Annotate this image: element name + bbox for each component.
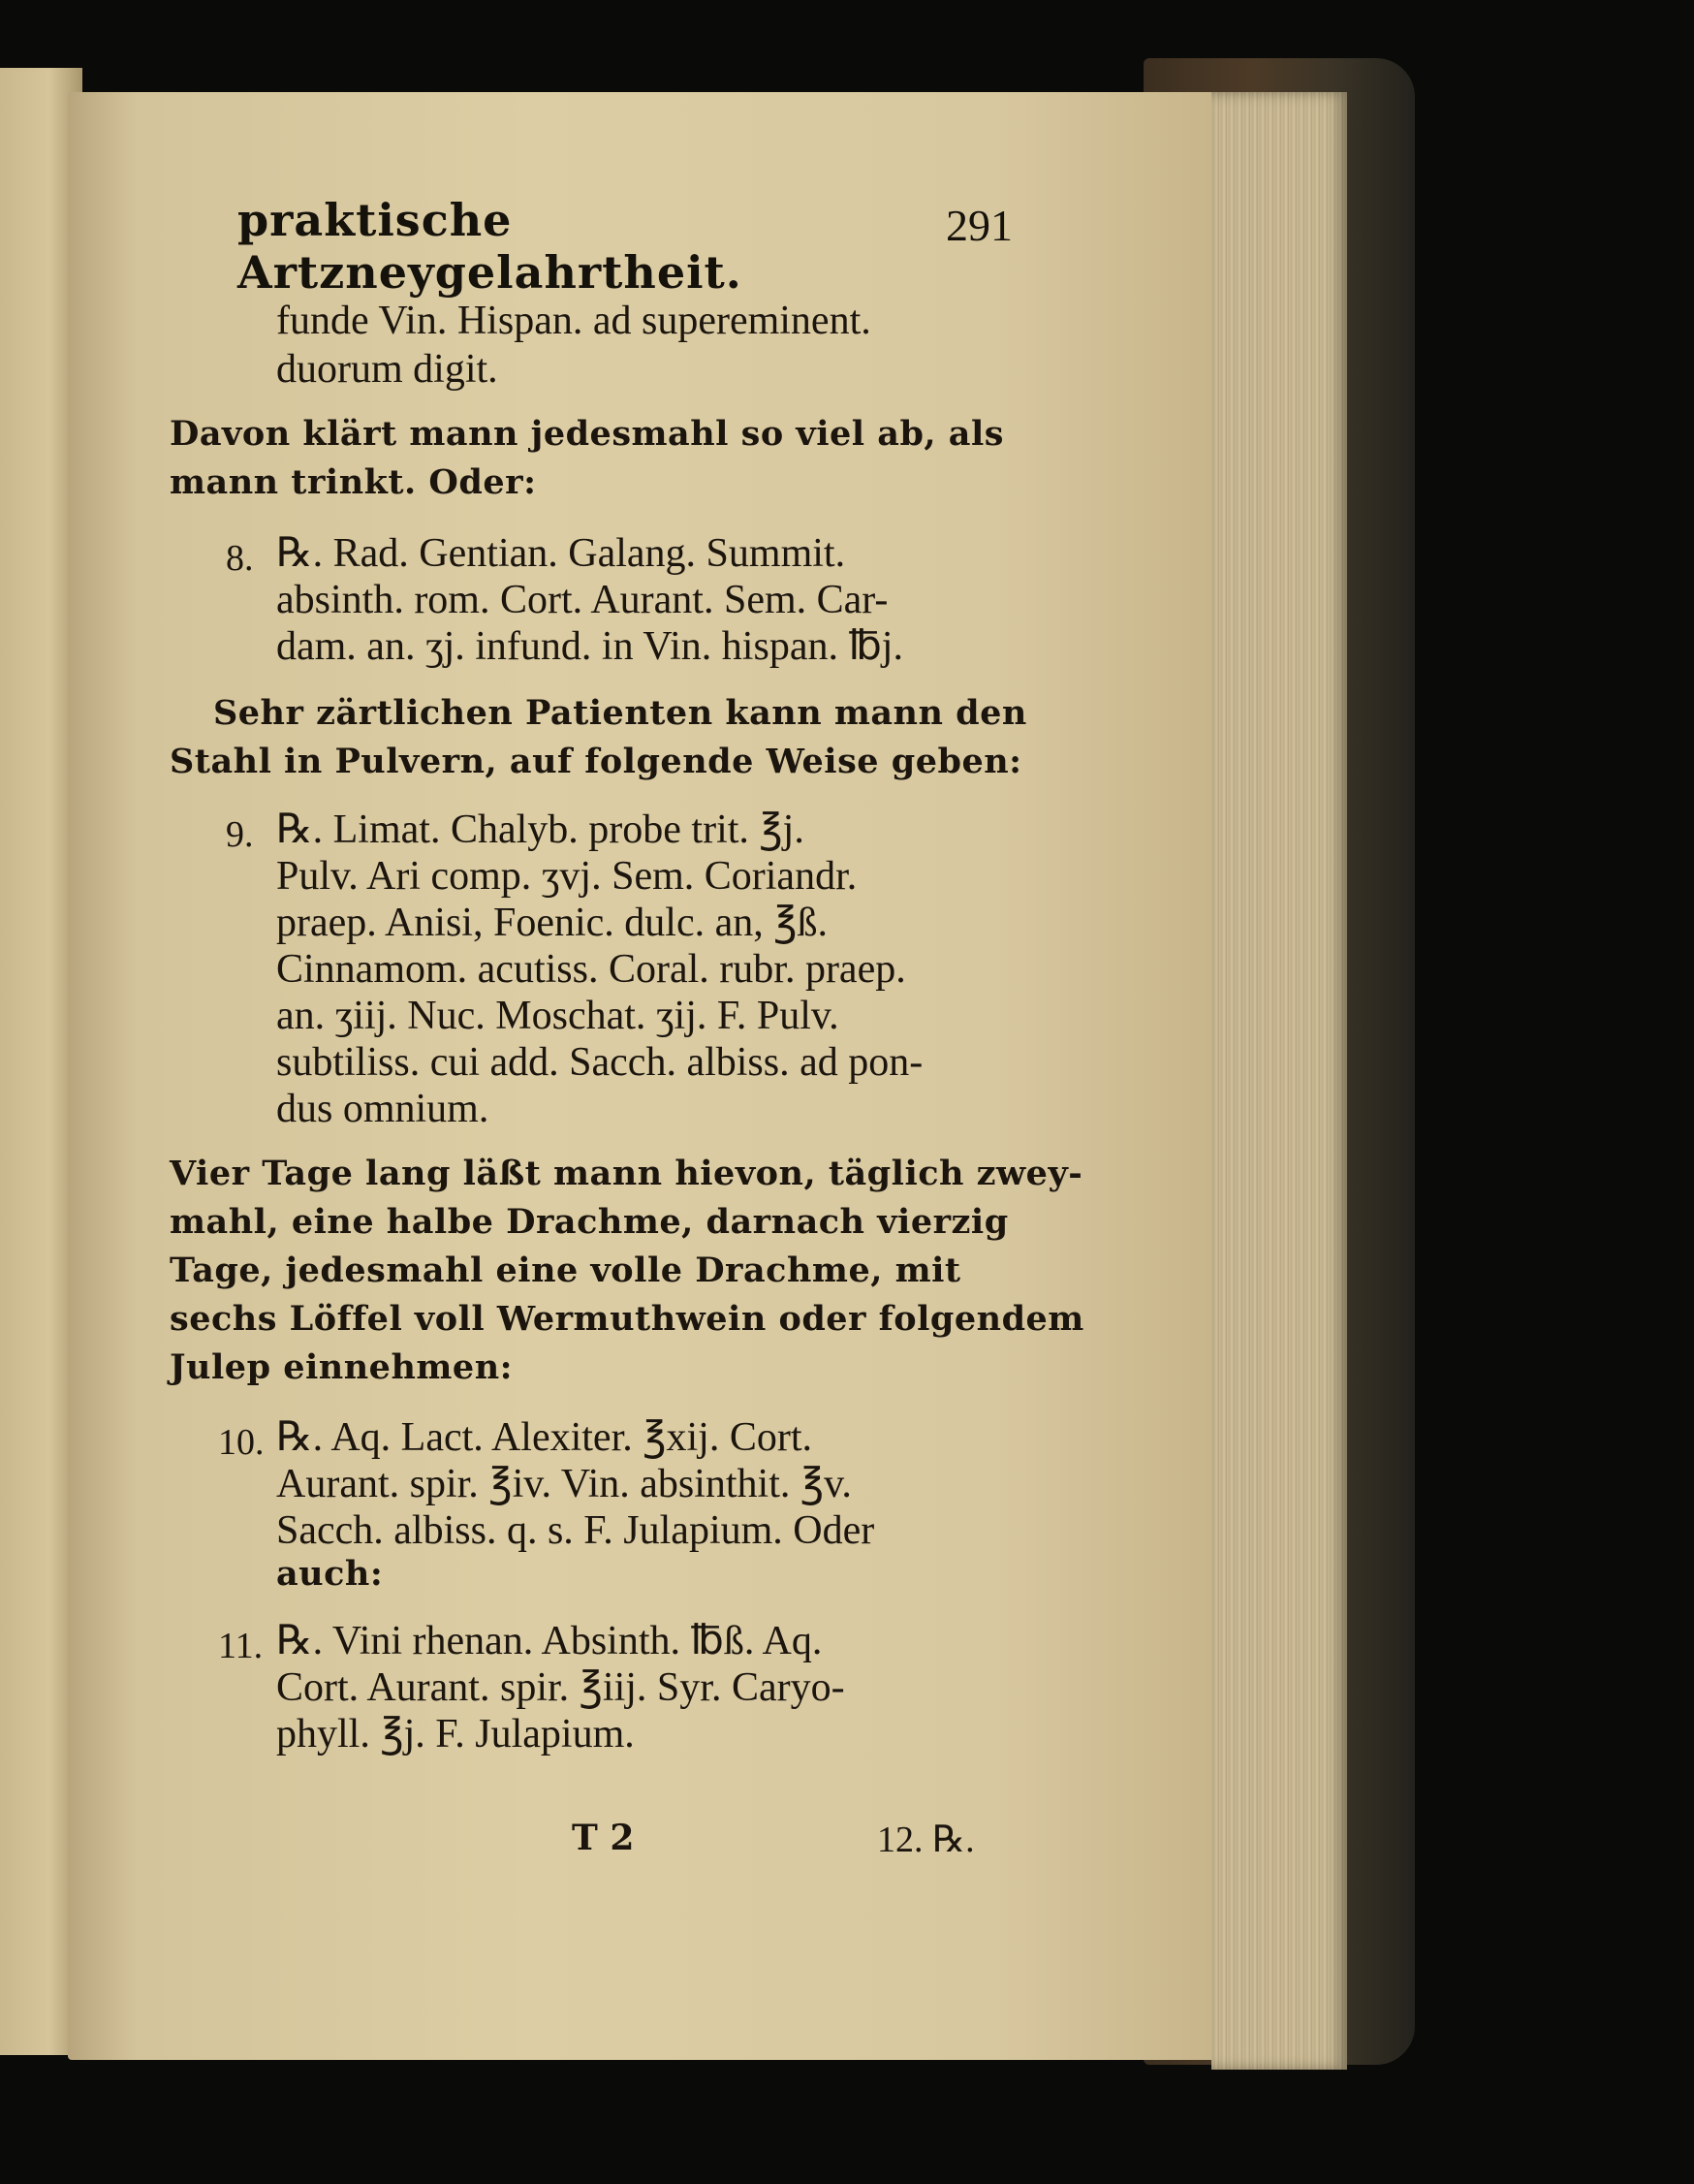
text-line: auch: (276, 1554, 384, 1594)
text-line: Davon klärt mann jedesmahl so viel ab, als (170, 414, 1004, 454)
recipe-number: 8. (226, 538, 254, 579)
text-line: Aurant. spir. ℥iv. Vin. absinthit. ℥v. (276, 1462, 852, 1506)
catchword: 12. ℞. (877, 1820, 975, 1860)
text-line: funde Vin. Hispan. ad supereminent. (276, 299, 871, 343)
text-line: ℞. Vini rhenan. Absinth. ℔ß. Aq. (276, 1619, 823, 1663)
text-line: mahl, eine halbe Drachme, darnach vierzig (170, 1202, 1009, 1242)
text-line: absinth. rom. Cort. Aurant. Sem. Car- (276, 578, 889, 622)
text-line: Vier Tage lang läßt mann hievon, täglich zwey- (170, 1154, 1083, 1193)
recipe-number: 10. (218, 1422, 265, 1463)
running-head: praktische Artzneygelahrtheit. (237, 194, 742, 299)
text-line: Julep einnehmen: (170, 1347, 514, 1387)
text-line: Cort. Aurant. spir. ℥iij. Syr. Caryo- (276, 1665, 845, 1710)
text-line: Cinnamom. acutiss. Coral. rubr. praep. (276, 947, 906, 992)
text-line: Tage, jedesmahl eine volle Drachme, mit (170, 1250, 961, 1290)
page-number: 291 (946, 201, 1013, 250)
text-line: duorum digit. (276, 347, 498, 392)
text-line: mann trinkt. Oder: (170, 462, 537, 502)
page-header (237, 194, 1013, 299)
recipe-number: 9. (226, 814, 254, 855)
text-line: ℞. Limat. Chalyb. probe trit. ℥j. (276, 807, 804, 852)
text-line: dus omnium. (276, 1087, 489, 1131)
text-line: ℞. Rad. Gentian. Galang. Summit. (276, 531, 846, 576)
text-line: Sacch. albiss. q. s. F. Julapium. Oder (276, 1508, 875, 1553)
text-line: praep. Anisi, Foenic. dulc. an, ℥ß. (276, 901, 828, 945)
signature-mark: T 2 (572, 1818, 635, 1858)
text-line: Stahl in Pulvern, auf folgende Weise geben: (170, 742, 1022, 781)
text-line: ℞. Aq. Lact. Alexiter. ℥xij. Cort. (276, 1415, 813, 1460)
text-line: Sehr zärtlichen Patienten kann mann den (213, 693, 1027, 733)
text-line: phyll. ℥j. F. Julapium. (276, 1712, 635, 1757)
recipe-number: 11. (218, 1626, 264, 1666)
text-line: dam. an. ʒj. infund. in Vin. hispan. ℔j. (276, 624, 903, 669)
text-line: an. ʒiij. Nuc. Moschat. ʒij. F. Pulv. (276, 994, 839, 1038)
page-fore-edge (1211, 92, 1347, 2070)
text-line: sechs Löffel voll Wermuthwein oder folgendem (170, 1299, 1084, 1339)
text-line: subtiliss. cui add. Sacch. albiss. ad pon- (276, 1040, 924, 1085)
text-line: Pulv. Ari comp. ʒvj. Sem. Coriandr. (276, 854, 858, 899)
